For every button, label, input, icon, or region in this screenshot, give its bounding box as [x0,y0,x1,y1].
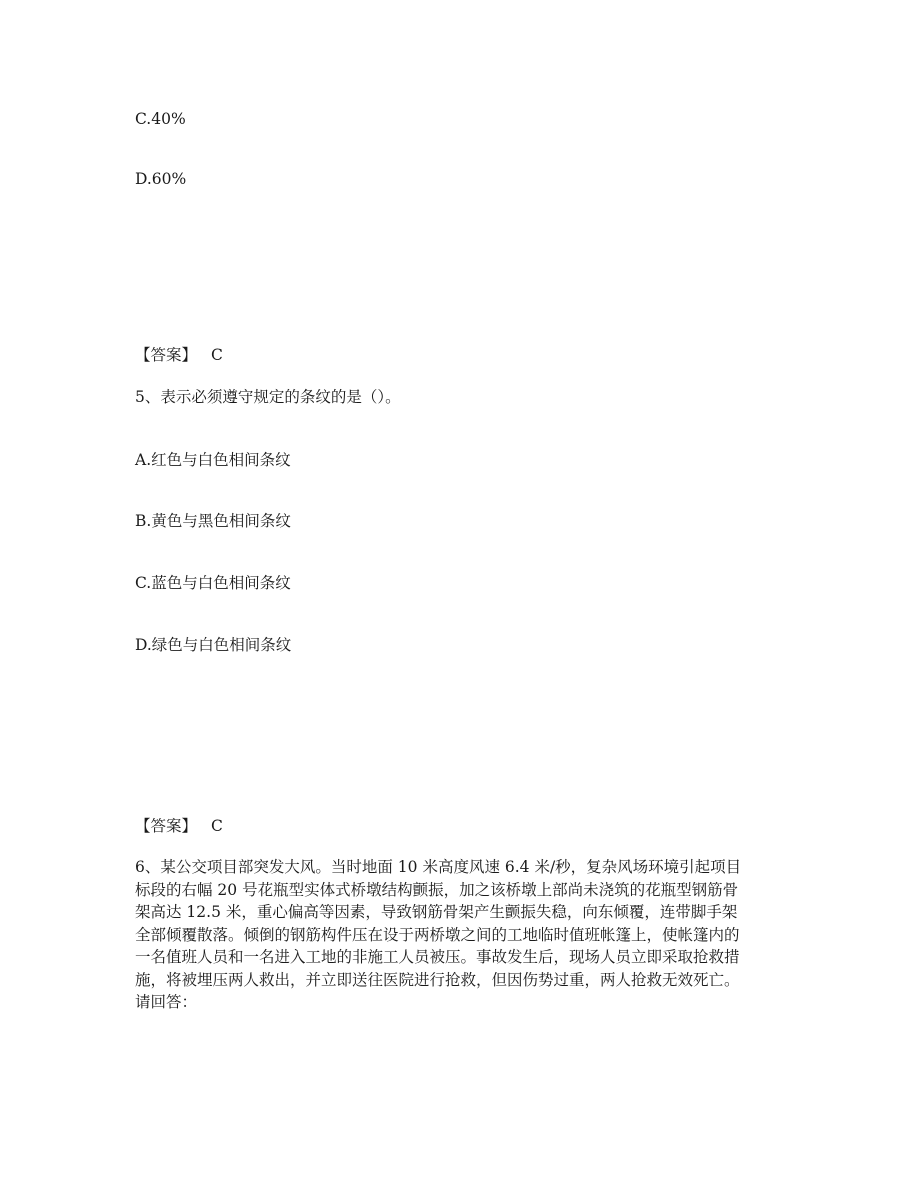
q5-answer [135,815,223,837]
answer-value: C [211,817,223,835]
q6-line: 一名值班人员和一名进入工地的非施工人员被压。事故发生后，现场人员立即采取抢救措 [135,948,740,966]
answer-label: 【答案】 [135,817,198,835]
q4-answer [135,344,223,366]
q6-line: 全部倾覆散落。倾倒的钢筋构件压在设于两桥墩之间的工地临时值班帐篷上，使帐篷内的 [135,925,740,944]
q5-question: 5、表示必须遵守规定的条纹的是（）。 [135,388,401,406]
q5-option-a: A.红色与白色相间条纹 [135,451,291,469]
q5-option-c: C.蓝色与白色相间条纹 [135,574,291,592]
q5-option-b: B.黄色与黑色相间条纹 [135,512,291,530]
q6-line: 架高达 12.5 米，重心偏高等因素，导致钢筋骨架产生颤振失稳，向东倾覆，连带脚手架 [135,903,738,921]
q6-line: 施，将被埋压两人救出，并立即送往医院进行抢救，但因伤势过重，两人抢救无效死亡。 [135,970,740,989]
answer-label: 【答案】 [135,346,198,364]
q5-option-d: D.绿色与白色相间条纹 [135,636,292,654]
q4-option-d: D.60% [135,170,187,188]
q6-line: 请回答： [135,993,198,1011]
q6-line: 标段的右幅 20 号花瓶型实体式桥墩结构颤振，加之该桥墩上部尚未浇筑的花瓶型钢筋骨 [135,880,739,899]
q6-line: 6、某公交项目部突发大风。当时地面 10 米高度风速 6.4 米/秒，复杂风场环境引起项目 [135,858,742,876]
answer-value: C [211,346,223,364]
q4-option-c: C.40% [135,110,186,128]
q6-question [135,856,785,1014]
